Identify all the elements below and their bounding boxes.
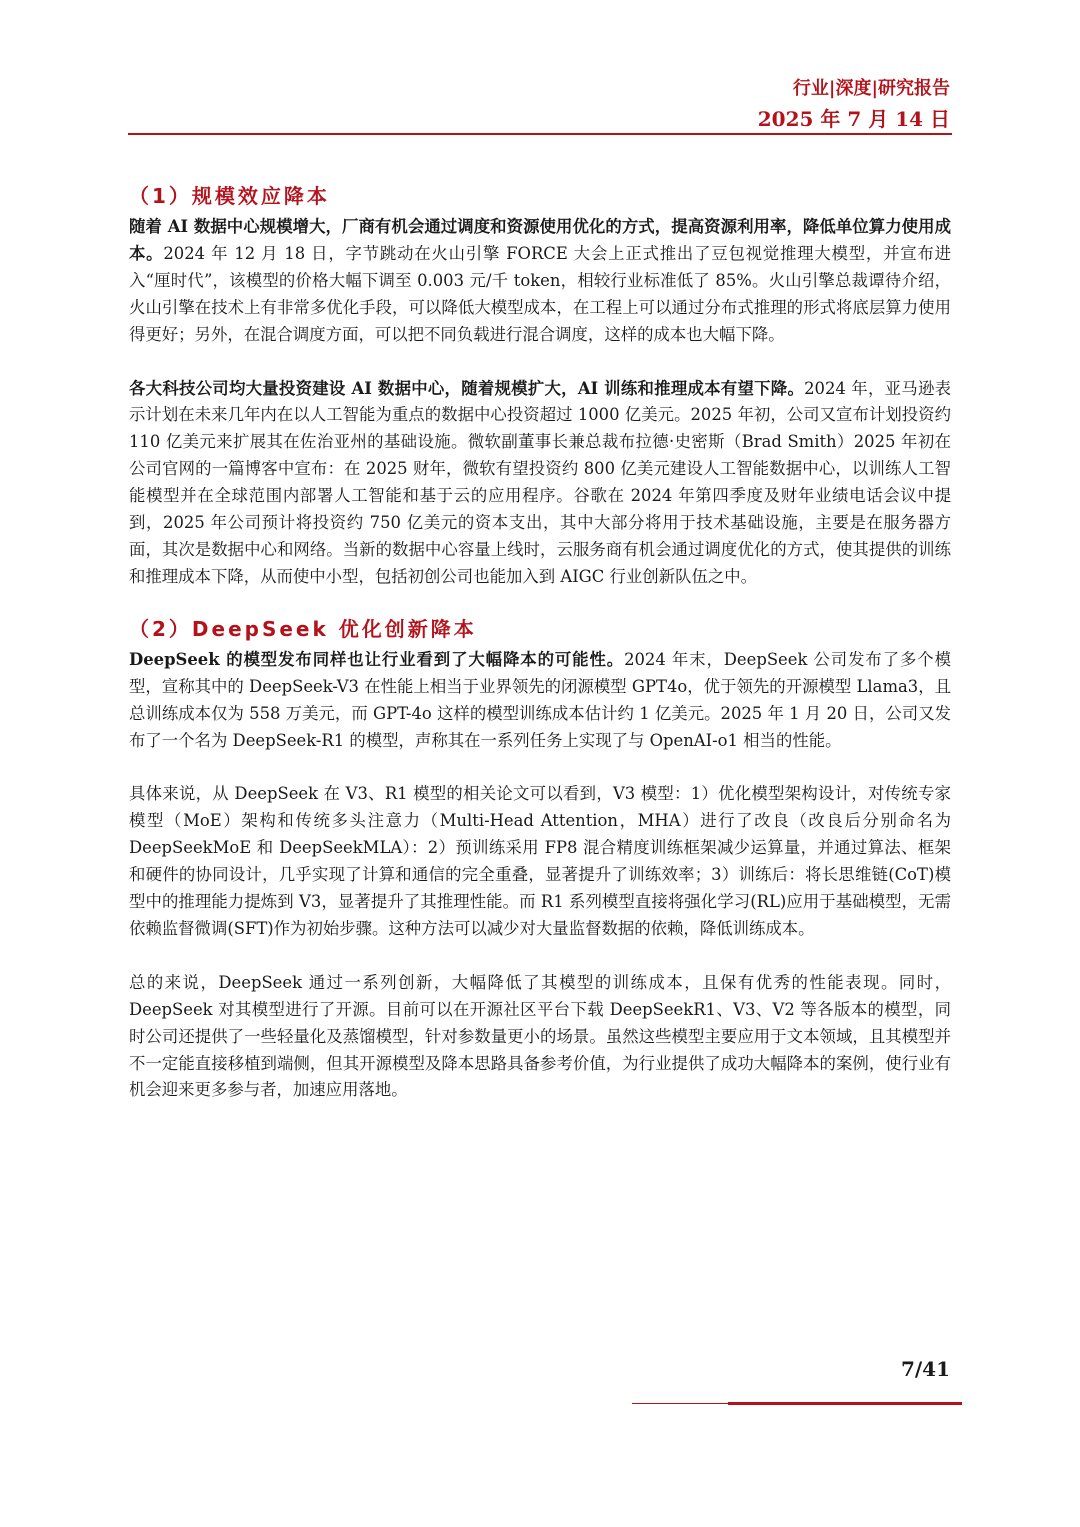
section-title-scale: （1）规模效应降本	[129, 184, 330, 208]
paragraph-lead: 各大科技公司均大量投资建设 AI 数据中心，随着规模扩大，AI 训练和推理成本有望下降。	[129, 378, 805, 398]
paragraph-text: 2024 年末，DeepSeek 公司发布了多个模型，宣称其中的 DeepSeek-V3 在性能上相当于业界领先的闭源模型 GPT4o，优于领先的开源模型 Llama3，且总训练成本仅为 558 万美元，而 GPT-4o 这样的模型训练成本估计约 1 亿美元。2025 年 1 月 20 日，公司又发布了一个名为 DeepSeek-R1 的模型，声称其在一系列任务上实现了与 OpenAI-o1 相当的性能。	[129, 649, 951, 750]
paragraph	[129, 647, 951, 755]
report-header	[758, 76, 950, 134]
paragraph	[129, 970, 951, 1105]
report-date: 2025 年 7 月 14 日	[757, 107, 950, 131]
paragraph-text: 2024 年 12 月 18 日，字节跳动在火山引擎 FORCE 大会上正式推出了豆包视觉推理大模型，并宣布进入“厘时代”，该模型的价格大幅下调至 0.003 元/千 token，相较行业标准低了 85%。火山引擎总裁谭待介绍，火山引擎在技术上有非常多优化手段，可以降低大模型成本，在工程上可以通过分布式推理的形式将底层算力使用得更好；另外，在混合调度方面，可以把不同负载进行混合调度，这样的成本也大幅下降。	[129, 243, 952, 344]
footer-rule-thick	[728, 1402, 962, 1405]
page-number: 7/41	[900, 1357, 950, 1381]
paragraph-lead: 随着 AI 数据中心规模增大，厂商有机会通过调度和资源使用优化的方式，提高资源利用率，降低单位算力使用成本。	[129, 217, 951, 263]
header-divider	[128, 133, 952, 135]
paragraph	[129, 214, 951, 349]
paragraph-text: 2024 年，亚马逊表示计划在未来几年内在以人工智能为重点的数据中心投资超过 1000 亿美元。2025 年初，公司又宣布计划投资约 110 亿美元来扩展其在佐治亚州的基础设施。微软副董事长兼总裁布拉德·史密斯（Brad Smith）2025 年初在公司官网的一篇博客中宣布：在 2025 财年，微软有望投资约 800 亿美元建设人工智能数据中心，以训练人工智能模型并在全球范围内部署人工智能和基于云的应用程序。谷歌在 2024 年第四季度及财年业绩电话会议中提到，2025 年公司预计将投资约 750 亿美元的资本支出，其中大部分将用于技术基础设施，主要是在服务器方面，其次是数据中心和网络。当新的数据中心容量上线时，云服务商有机会通过调度优化的方式，使其提供的训练和推理成本下降，从而使中小型，包括初创公司也能加入到 AIGC 行业创新队伍之中。	[129, 378, 951, 586]
report-category: 行业|深度|研究报告	[792, 78, 950, 99]
section-title-deepseek: （2）DeepSeek 优化创新降本	[129, 616, 477, 641]
paragraph	[129, 376, 951, 591]
paragraph-lead: DeepSeek 的模型发布同样也让行业看到了大幅降本的可能性。	[129, 649, 625, 669]
paragraph-text: 总的来说，DeepSeek 通过一系列创新，大幅降低了其模型的训练成本，且保有优秀的性能表现。同时，DeepSeek 对其模型进行了开源。目前可以在开源社区平台下载 DeepSeekR1、V3、V2 等各版本的模型，同时公司还提供了一些轻量化及蒸馏模型，针对参数量更小的场景。虽然这些模型主要应用于文本领域，且其模型并不一定能直接移植到端侧，但其开源模型及降本思路具备参考价值，为行业提供了成功大幅降本的案例，使行业有机会迎来更多参与者，加速应用落地。	[129, 972, 951, 1100]
document-body	[129, 182, 951, 1104]
paragraph-text: 具体来说，从 DeepSeek 在 V3、R1 模型的相关论文可以看到，V3 模型：1）优化模型架构设计，对传统专家模型（MoE）架构和传统多头注意力（Multi-Head Attention，MHA）进行了改良（改良后分别命名为 DeepSeekMoE 和 DeepSeekMLA）：2）预训练采用 FP8 混合精度训练框架减少运算量，并通过算法、框架和硬件的协同设计，几乎实现了计算和通信的完全重叠，显著提升了训练效率；3）训练后：将长思维链(CoT)模型中的推理能力提炼到 V3，显著提升了其推理性能。而 R1 系列模型直接将强化学习(RL)应用于基础模型，无需依赖监督微调(SFT)作为初始步骤。这种方法可以减少对大量监督数据的依赖，降低训练成本。	[129, 784, 951, 938]
paragraph	[129, 781, 951, 942]
footer-rule-thin	[632, 1403, 728, 1404]
